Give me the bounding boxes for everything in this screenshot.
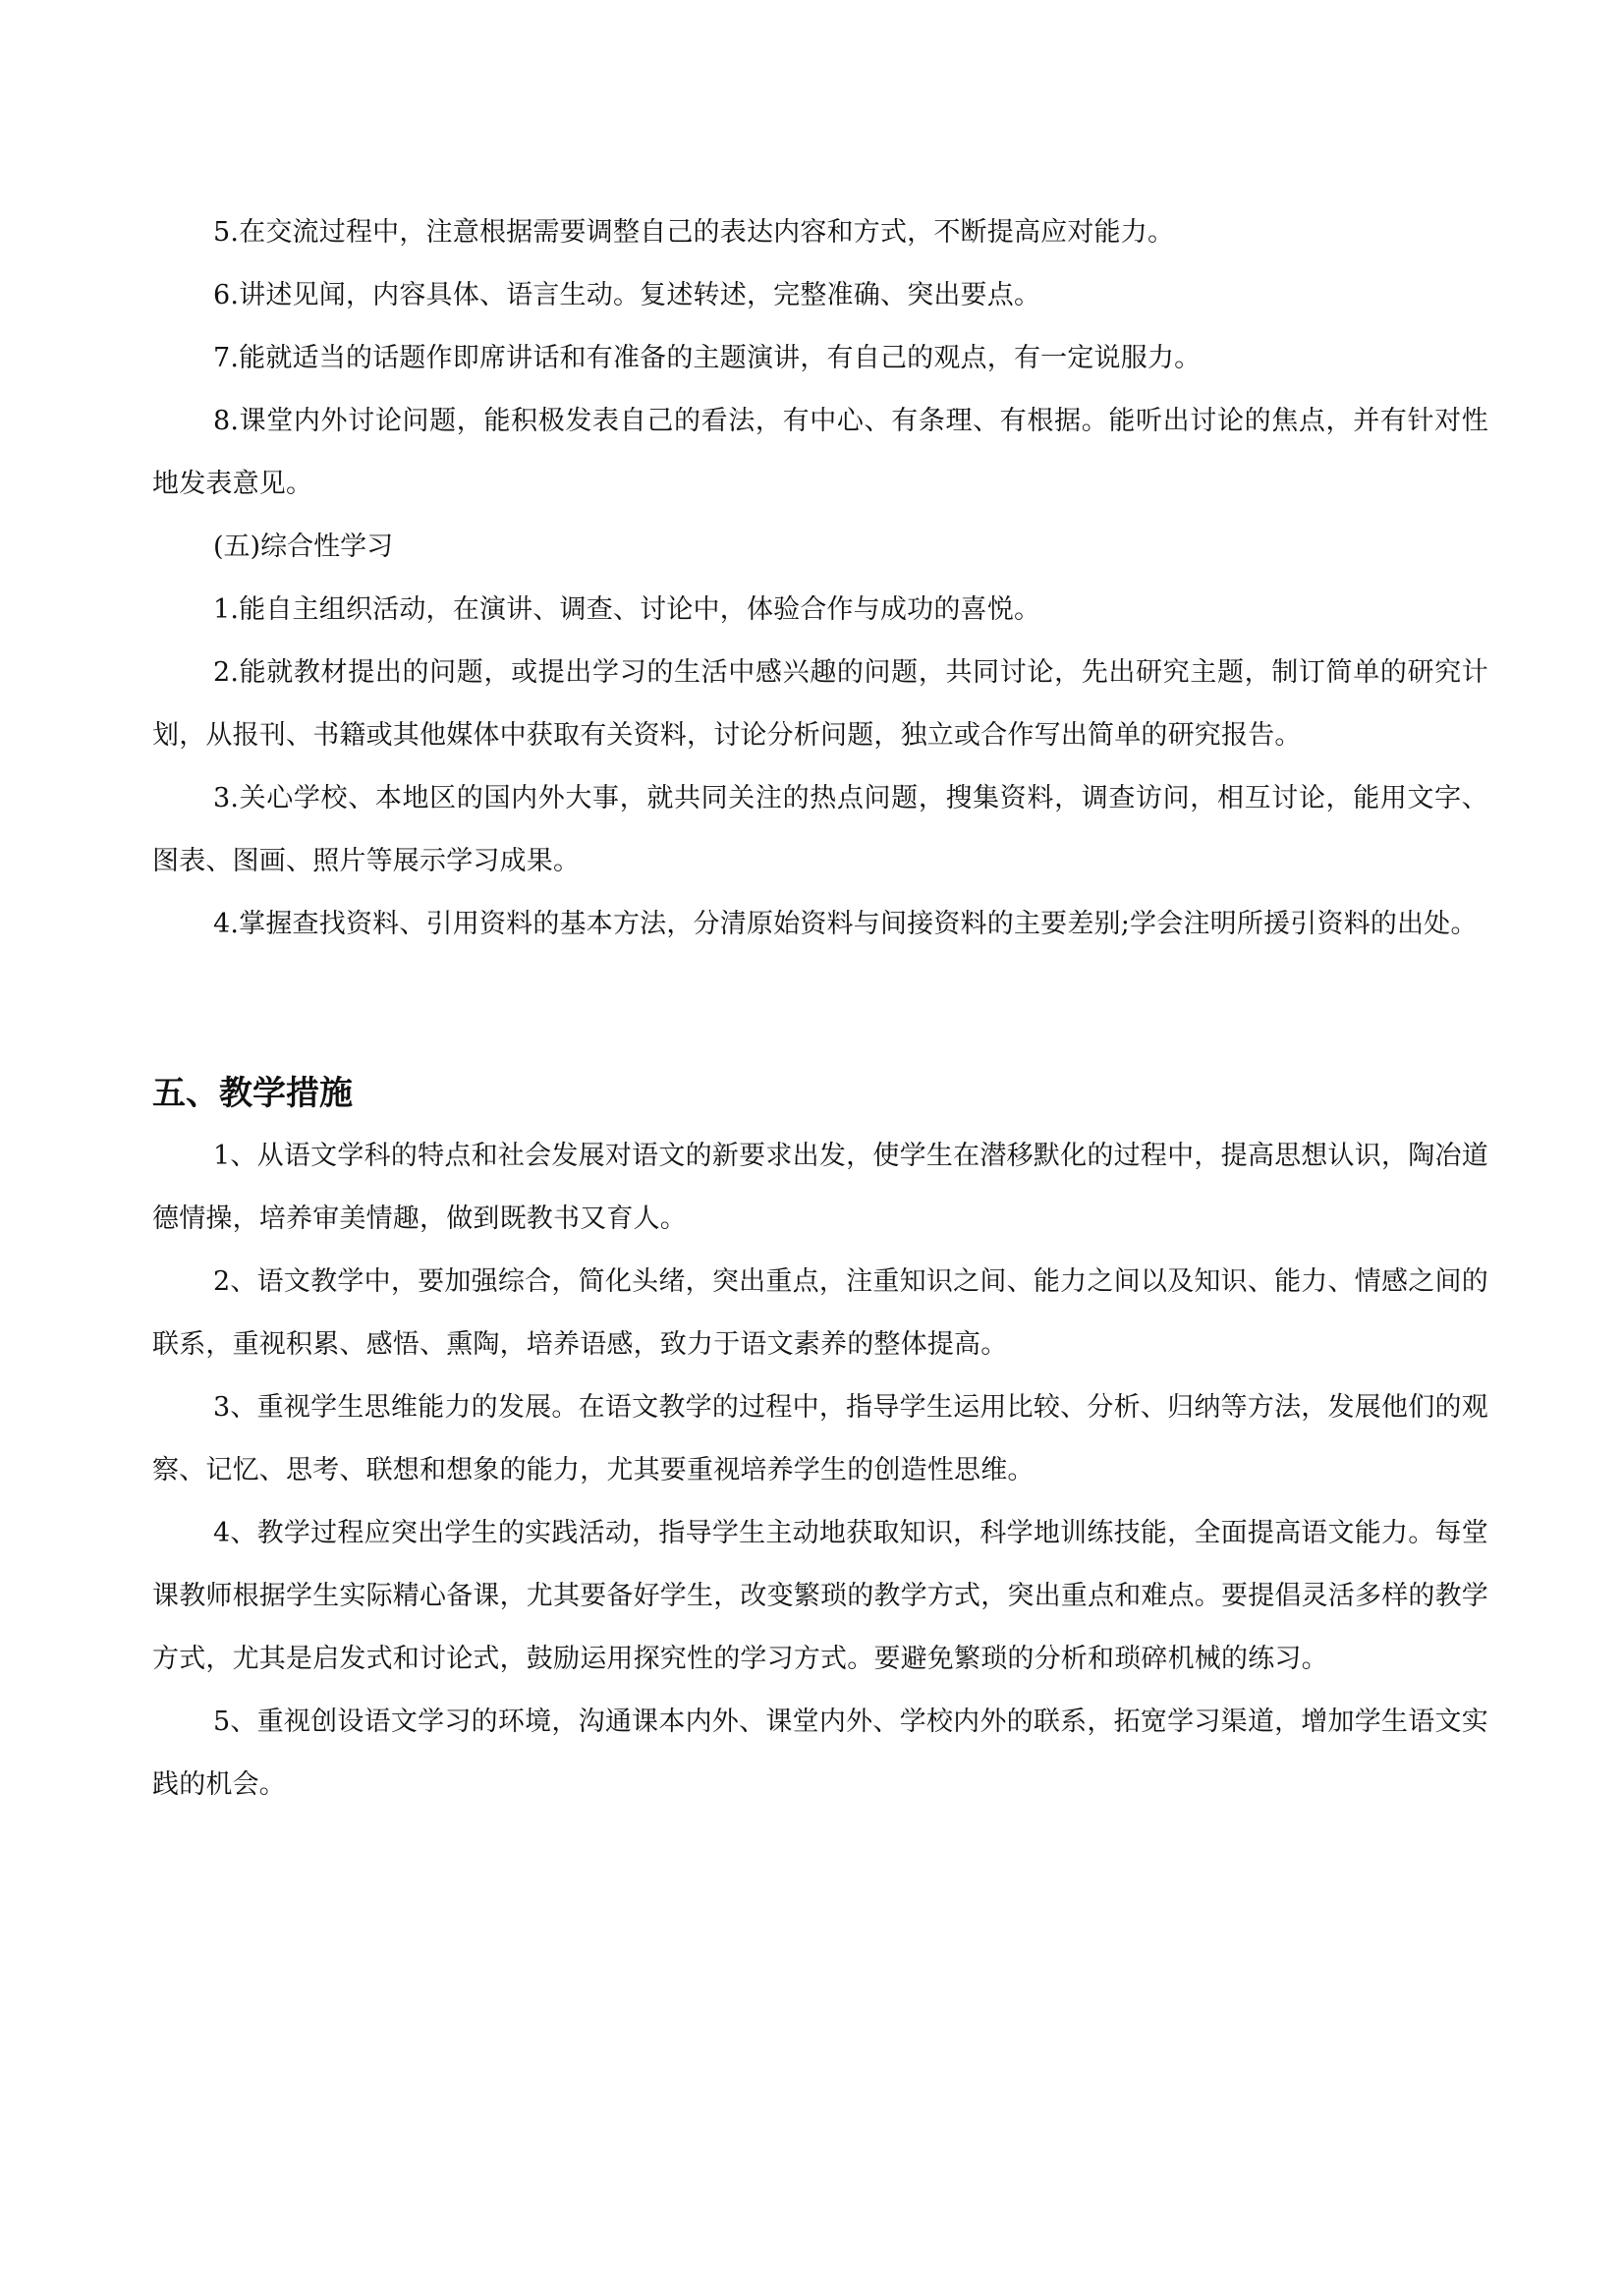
measure-item: 1、从语文学科的特点和社会发展对语文的新要求出发，使学生在潜移默化的过程中，提高思想认识，陶冶道德情操，培养审美情趣，做到既教书又育人。 (152, 1141, 1488, 1234)
section-title: 五、教学措施 (152, 1074, 353, 1113)
paragraph: 3.关心学校、本地区的国内外大事，就共同关注的热点问题，搜集资料，调查访问，相互讨论，能用文字、图表、图画、照片等展示学习成果。 (152, 783, 1488, 876)
paragraph: 7.能就适当的话题作即席讲话和有准备的主题演讲，有自己的观点，有一定说服力。 (213, 343, 1202, 373)
measure-item: 3、重视学生思维能力的发展。在语文教学的过程中，指导学生运用比较、分析、归纳等方法，发展他们的观察、记忆、思考、联想和想象的能力，尤其要重视培养学生的创造性思维。 (152, 1392, 1488, 1485)
paragraph: 1.能自主组织活动，在演讲、调查、讨论中，体验合作与成功的喜悦。 (213, 594, 1041, 625)
paragraph: 6.讲述见闻，内容具体、语言生动。复述转述，完整准确、突出要点。 (213, 280, 1041, 310)
paragraph: 2.能就教材提出的问题，或提出学习的生活中感兴趣的问题，共同讨论，先出研究主题，制订简单的研究计划，从报刊、书籍或其他媒体中获取有关资料，讨论分析问题，独立或合作写出简单的研究报告。 (152, 657, 1488, 751)
measure-item: 2、语文教学中，要加强综合，简化头绪，突出重点，注重知识之间、能力之间以及知识、能力、情感之间的联系，重视积累、感悟、熏陶，培养语感，致力于语文素养的整体提高。 (152, 1266, 1488, 1360)
subsection-title: (五)综合性学习 (213, 532, 394, 562)
measures-list (152, 1125, 1488, 1817)
paragraph: 8.课堂内外讨论问题，能积极发表自己的看法，有中心、有条理、有根据。能听出讨论的焦点，并有针对性地发表意见。 (152, 406, 1488, 499)
paragraph: 5.在交流过程中，注意根据需要调整自己的表达内容和方式，不断提高应对能力。 (213, 217, 1175, 248)
document-content (152, 201, 1488, 1817)
measure-item: 5、重视创设语文学习的环境，沟通课本内外、课堂内外、学校内外的联系，拓宽学习渠道，增加学生语文实践的机会。 (152, 1707, 1488, 1800)
section-spacer (152, 956, 1488, 1062)
measure-item: 4、教学过程应突出学生的实践活动，指导学生主动地获取知识，科学地训练技能，全面提高语文能力。每堂课教师根据学生实际精心备课，尤其要备好学生，改变繁琐的教学方式，突出重点和难点。要提倡灵活多样的教学方式，尤其是启发式和讨论式，鼓励运用探究性的学习方式。要避免繁琐的分析和琐碎机械的练习。 (152, 1518, 1488, 1674)
paragraph: 4.掌握查找资料、引用资料的基本方法，分清原始资料与间接资料的主要差别;学会注明所援引资料的出处。 (213, 909, 1478, 939)
